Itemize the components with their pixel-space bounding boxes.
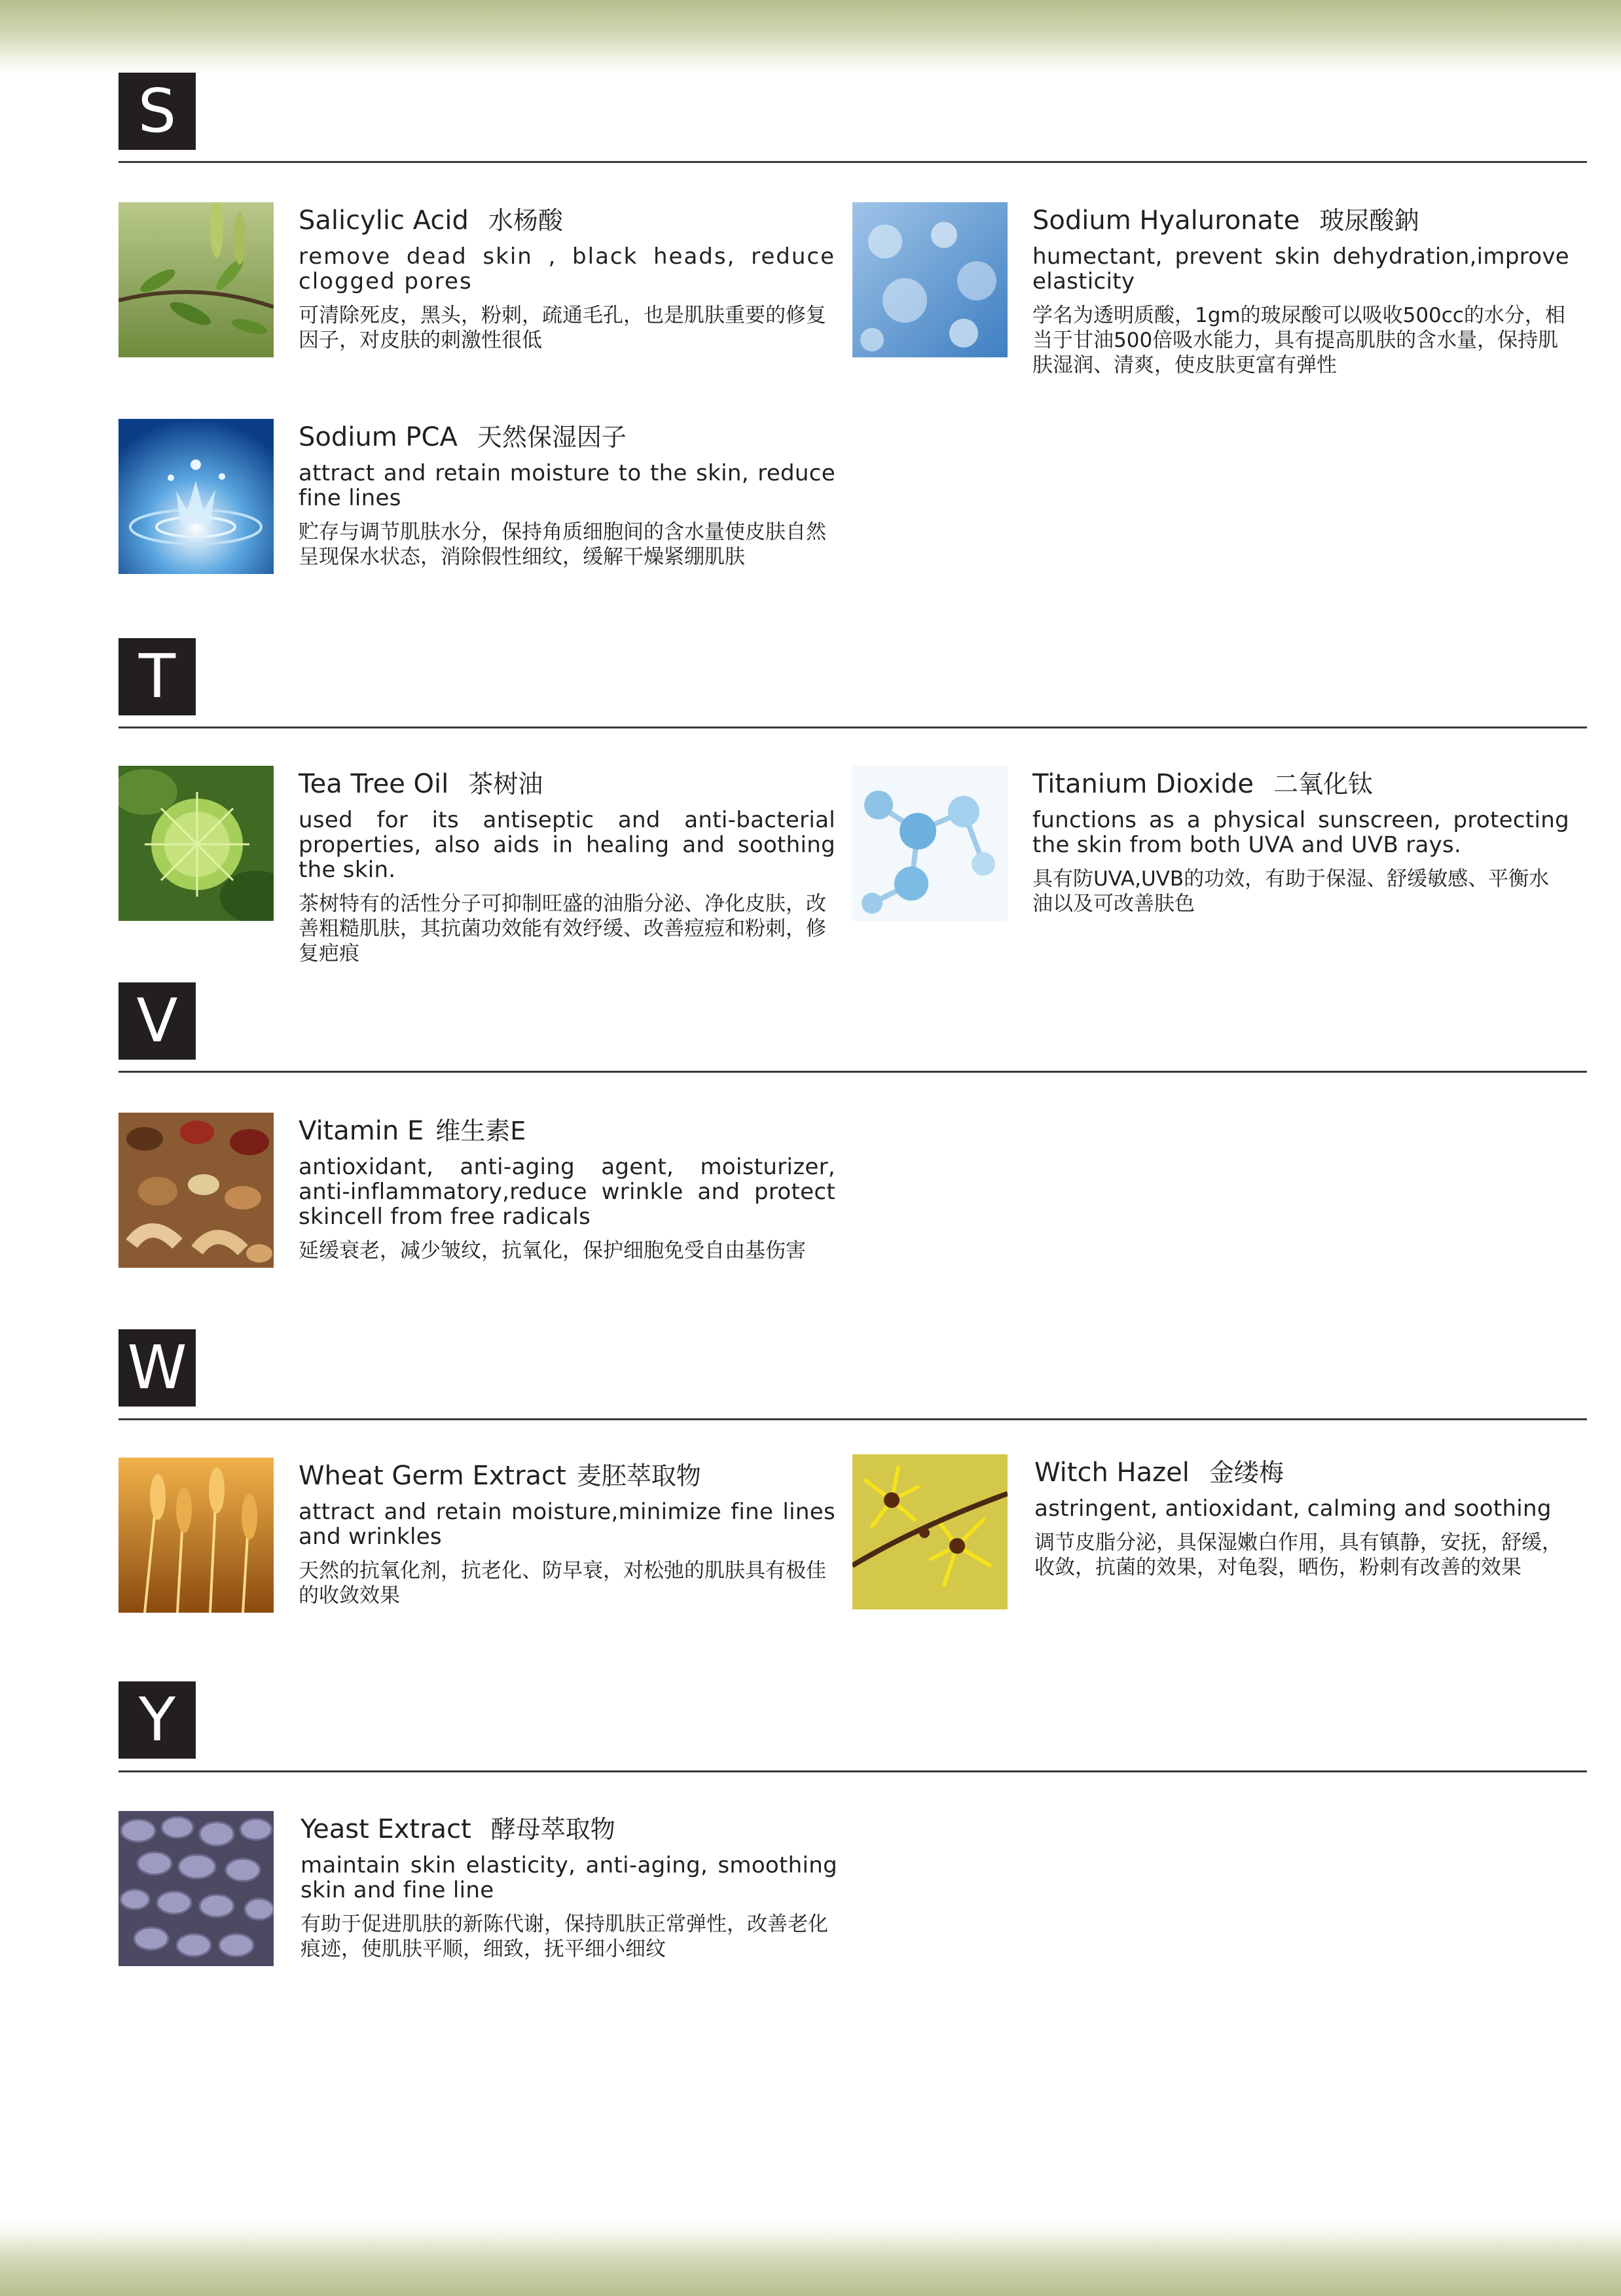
- section-letter-y: Y: [118, 1681, 196, 1759]
- ingredient-description-cn: 有助于促进肌肤的新陈代谢，保持肌肤正常弹性，改善老化痕迹，使肌肤平顺，细致，抚平细小细纹: [301, 1912, 828, 1961]
- bottom-decorative-band: [0, 2219, 1621, 2296]
- ingredient-title: [1032, 768, 1569, 800]
- willow-leaves-image: [118, 202, 274, 357]
- yeast-cells-image: [118, 1811, 274, 1966]
- ingredient-title: [1032, 205, 1569, 236]
- ingredient-description-en: attract and retain moisture to the skin, reduce fine lines: [299, 460, 835, 511]
- witch-hazel-flower-image: [852, 1454, 1008, 1609]
- ingredient-name-en: Tea Tree Oil: [299, 769, 449, 799]
- ingredient-title: [299, 1460, 835, 1492]
- ingredient-name-en: Sodium Hyaluronate: [1032, 206, 1300, 236]
- top-decorative-band: [0, 0, 1621, 76]
- ingredient-name-en: Vitamin E: [299, 1116, 424, 1146]
- ingredient-name-cn: 金缕梅: [1209, 1458, 1284, 1487]
- ingredient-title: [299, 768, 835, 800]
- ingredient-name-cn: 二氧化钛: [1273, 770, 1373, 798]
- section-letter-t: T: [118, 638, 196, 715]
- section-divider-t: [118, 726, 1587, 728]
- ingredient-description-en: maintain skin elasticity, anti-aging, smoothing skin and fine line: [301, 1852, 837, 1903]
- ingredient-description-en: astringent, antioxidant, calming and soothing: [1034, 1496, 1552, 1522]
- ingredient-name-cn: 茶树油: [468, 770, 543, 798]
- wheat-image: [118, 1458, 274, 1613]
- ingredient-name-en: Salicylic Acid: [299, 206, 469, 236]
- ingredient-description-en: remove dead skin , black heads, reduce clogged pores: [299, 243, 835, 295]
- section-letter-v: V: [118, 982, 196, 1060]
- ingredient-description-cn: 具有防UVA,UVB的功效，有助于保湿、舒缓敏感、平衡水油以及可改善肤色: [1032, 867, 1550, 916]
- water-droplets-image: [852, 202, 1008, 357]
- ingredient-name-cn: 玻尿酸鈉: [1319, 206, 1419, 235]
- nuts-image: [118, 1113, 274, 1268]
- section-letter-s: S: [118, 73, 196, 150]
- section-letter-w: W: [118, 1329, 196, 1407]
- ingredient-name-cn: 麦胚萃取物: [576, 1462, 701, 1490]
- section-divider-y: [118, 1770, 1587, 1772]
- ingredient-name-en: Sodium PCA: [299, 422, 458, 452]
- ingredient-title: [1034, 1457, 1571, 1488]
- ingredient-name-en: Wheat Germ Extract: [299, 1461, 566, 1491]
- ingredient-name-cn: 维生素E: [435, 1117, 526, 1145]
- molecule-image: [852, 766, 1008, 921]
- ingredient-description-cn: 可清除死皮，黑头，粉刺，疏通毛孔，也是肌肤重要的修复因子，对皮肤的刺激性很低: [299, 304, 826, 352]
- section-divider-w: [118, 1418, 1587, 1420]
- ingredient-description-cn: 茶树特有的活性分子可抑制旺盛的油脂分泌、净化皮肤，改善粗糙肌肤，其抗菌功效能有效纾缓、改善痘痘和粉刺，修复疤痕: [299, 892, 826, 965]
- ingredient-description-cn: 天然的抗氧化剂，抗老化、防早衰，对松弛的肌肤具有极佳的收敛效果: [299, 1559, 826, 1607]
- ingredient-name-en: Yeast Extract: [301, 1814, 471, 1844]
- section-divider-s: [118, 161, 1587, 163]
- ingredient-description-en: attract and retain moisture,minimize fine lines and wrinkles: [299, 1499, 835, 1550]
- ingredient-name-cn: 水杨酸: [488, 206, 563, 235]
- ingredient-description-cn: 调节皮脂分泌，具保湿嫩白作用，具有镇静，安抚，舒缓，收敛，抗菌的效果，对龟裂，晒伤，粉刺有改善的效果: [1034, 1531, 1562, 1579]
- ingredient-name-cn: 天然保湿因子: [477, 423, 627, 452]
- ingredient-description-en: functions as a physical sunscreen, protecting the skin from both UVA and UVB rays.: [1032, 807, 1569, 858]
- ingredient-description-cn: 延缓衰老，减少皱纹，抗氧化，保护细胞免受自由基伤害: [299, 1239, 806, 1263]
- ingredient-description-en: used for its antiseptic and anti-bacterial properties, also aids in healing and soothing the skin.: [299, 807, 835, 883]
- ingredient-description-en: humectant, prevent skin dehydration,improve elasticity: [1032, 243, 1569, 295]
- section-divider-v: [118, 1071, 1587, 1073]
- ingredient-name-cn: 酵母萃取物: [490, 1815, 615, 1844]
- water-splash-image: [118, 419, 274, 574]
- ingredient-title: [299, 422, 835, 453]
- tea-tree-flower-image: [118, 766, 274, 921]
- ingredient-title: [301, 1814, 837, 1845]
- ingredient-description-en: antioxidant, anti-aging agent, moisturizer, anti-inflammatory,reduce wrinkle and protect skincell from free radicals: [299, 1154, 835, 1230]
- ingredient-name-en: Witch Hazel: [1034, 1458, 1190, 1488]
- ingredient-description-cn: 贮存与调节肌肤水分，保持角质细胞间的含水量使皮肤自然呈现保水状态，消除假性细纹，缓解干燥紧绷肌肤: [299, 520, 826, 569]
- ingredient-name-en: Titanium Dioxide: [1032, 769, 1254, 799]
- ingredient-description-cn: 学名为透明质酸，1gm的玻尿酸可以吸收500cc的水分，相当于甘油500倍吸水能力，具有提高肌肤的含水量，保持肌肤湿润、清爽，使皮肤更富有弹性: [1032, 304, 1565, 377]
- ingredient-title: [299, 205, 835, 236]
- ingredient-title: [299, 1115, 835, 1147]
